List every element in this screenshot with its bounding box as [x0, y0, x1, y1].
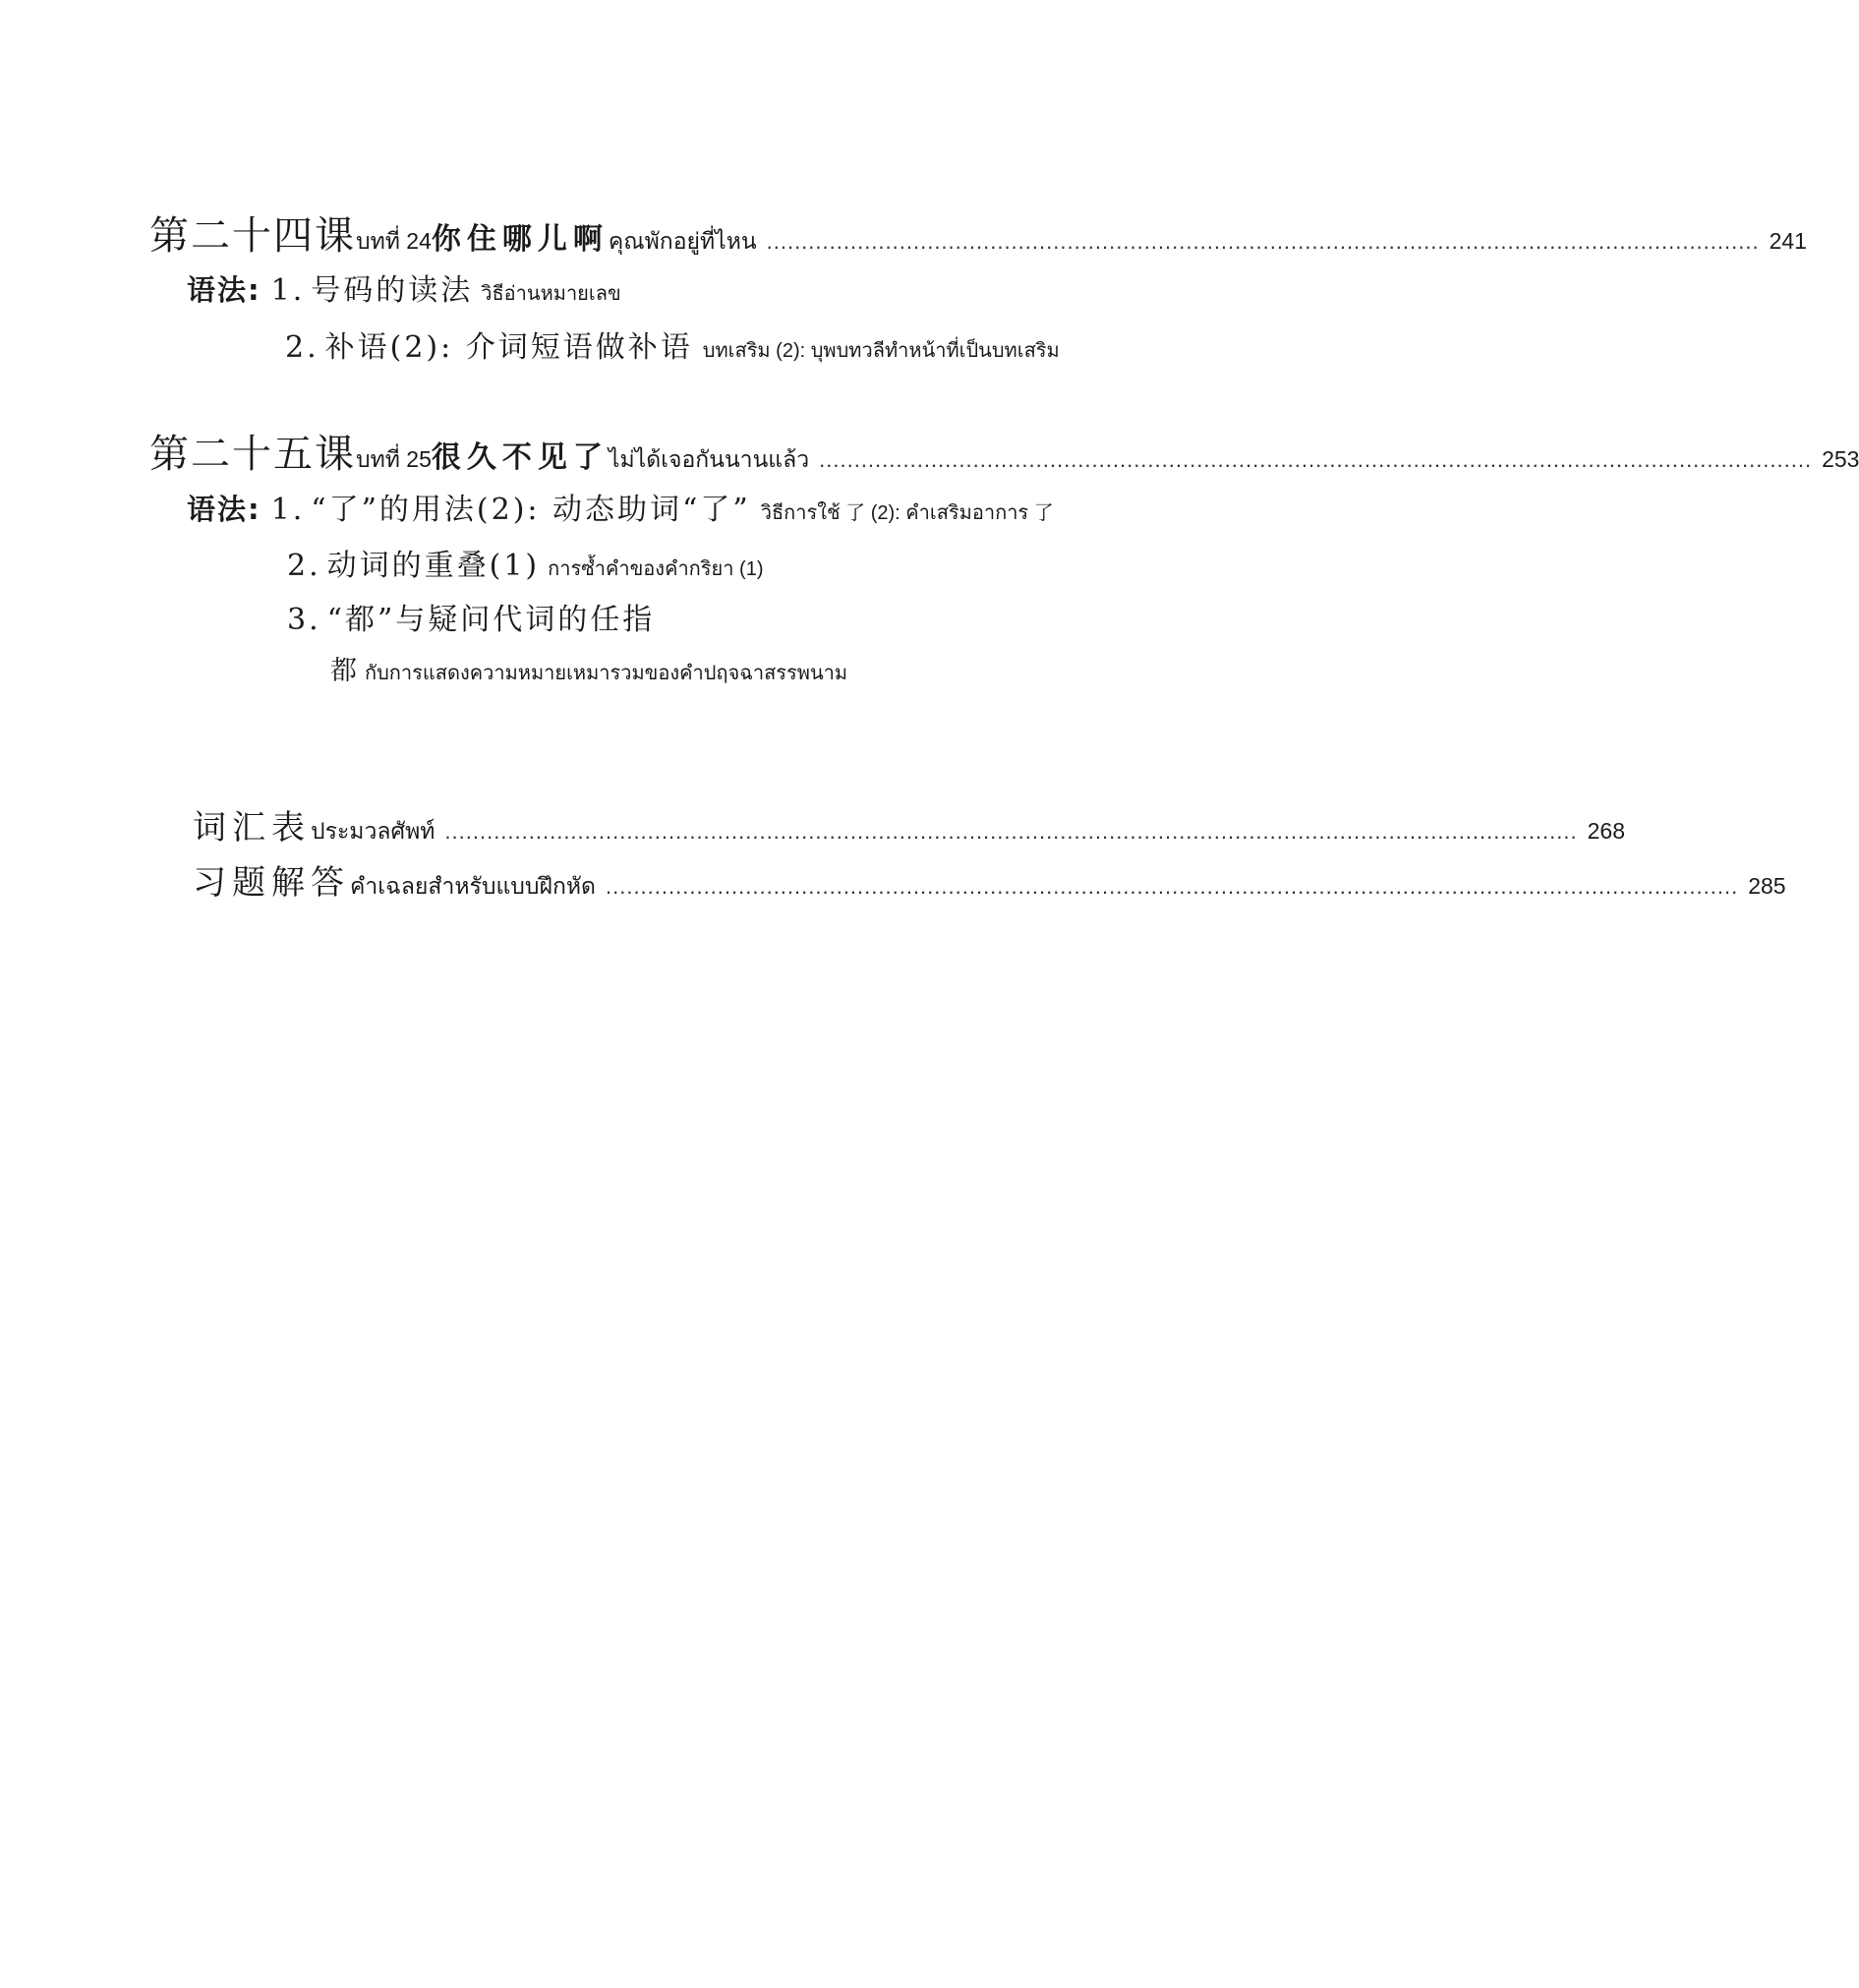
lesson-25-name-th: ไม่ได้เจอกันนานแล้ว: [608, 446, 810, 472]
lesson-25-label-th: บทที่ 25: [356, 446, 432, 472]
grammar-topic-zh: 动词的重叠(1): [326, 549, 541, 583]
grammar-topic-zh-char: 都: [330, 656, 357, 686]
toc-entry-lesson-24[interactable]: [149, 205, 1807, 261]
grammar-topic-th: วิธีการใช้ 了 (2): คำเสริมอาการ 了: [760, 502, 1054, 524]
answers-title-th: คำเฉลยสำหรับแบบฝึกหัด: [350, 873, 596, 899]
lesson-24-name-th: คุณพักอยู่ที่ไหน: [608, 228, 757, 254]
dot-leader: ..............................................................................................................................................: [819, 447, 1813, 472]
grammar-topic-th: กับการแสดงความหมายเหมารวมของคำปฤจฉาสรรพนาม: [365, 663, 848, 684]
toc-entry-vocabulary[interactable]: [193, 800, 1625, 849]
grammar-number: 2.: [287, 549, 321, 583]
lesson-25-grammar-3: [287, 595, 655, 638]
grammar-topic-th: การซ้ำคำของคำกริยา (1): [548, 558, 764, 580]
lesson-24-title-zh: 第二十四课: [149, 213, 356, 259]
grammar-number: 1.: [270, 273, 306, 308]
grammar-topic-zh: 号码的读法: [311, 273, 474, 308]
vocab-title-zh: 词汇表: [193, 808, 311, 848]
lesson-24-page-number: 241: [1769, 228, 1807, 254]
grammar-number: 2.: [285, 330, 320, 365]
grammar-number: 3.: [287, 603, 321, 637]
vocab-page-number: 268: [1587, 818, 1625, 844]
dot-leader: ..................................................................................................................................................................: [606, 874, 1739, 899]
lesson-24-label-th: บทที่ 24: [356, 228, 432, 254]
answers-page-number: 285: [1748, 873, 1786, 899]
grammar-topic-zh: “都”与疑问代词的任指: [326, 603, 656, 637]
lesson-25-page-number: 253: [1822, 446, 1859, 472]
lesson-25-title-zh: 第二十五课: [149, 432, 356, 477]
lesson-25-name-zh: 很久不见了: [431, 440, 609, 475]
dot-leader: ..................................................................................................................................................................: [444, 819, 1578, 844]
vocab-title-th: ประมวลศัพท์: [311, 818, 436, 844]
lesson-24-grammar-1: [187, 265, 621, 309]
grammar-topic-th: วิธีอ่านหมายเลข: [481, 283, 621, 305]
answers-title-zh: 习题解答: [193, 863, 350, 903]
dot-leader: ..............................................................................................................................................: [766, 229, 1760, 254]
grammar-label: 语法:: [187, 273, 261, 307]
lesson-25-grammar-2: [287, 541, 763, 584]
lesson-24-name-zh: 你住哪儿啊: [431, 222, 609, 257]
grammar-topic-zh: 补语(2): 介词短语做补语: [324, 330, 693, 365]
grammar-number: 1.: [270, 493, 306, 527]
grammar-topic-th: บทเสริม (2): บุพบทวลีทำหน้าที่เป็นบทเสริม: [702, 340, 1060, 362]
lesson-24-grammar-2: [285, 322, 1060, 366]
grammar-label: 语法:: [187, 493, 261, 526]
lesson-25-grammar-3-th: [330, 649, 847, 688]
toc-entry-answers[interactable]: [193, 855, 1786, 905]
lesson-25-grammar-1: [187, 485, 1054, 528]
grammar-topic-zh: “了”的用法(2): 动态助词“了”: [311, 493, 751, 527]
toc-entry-lesson-25[interactable]: [149, 423, 1859, 479]
